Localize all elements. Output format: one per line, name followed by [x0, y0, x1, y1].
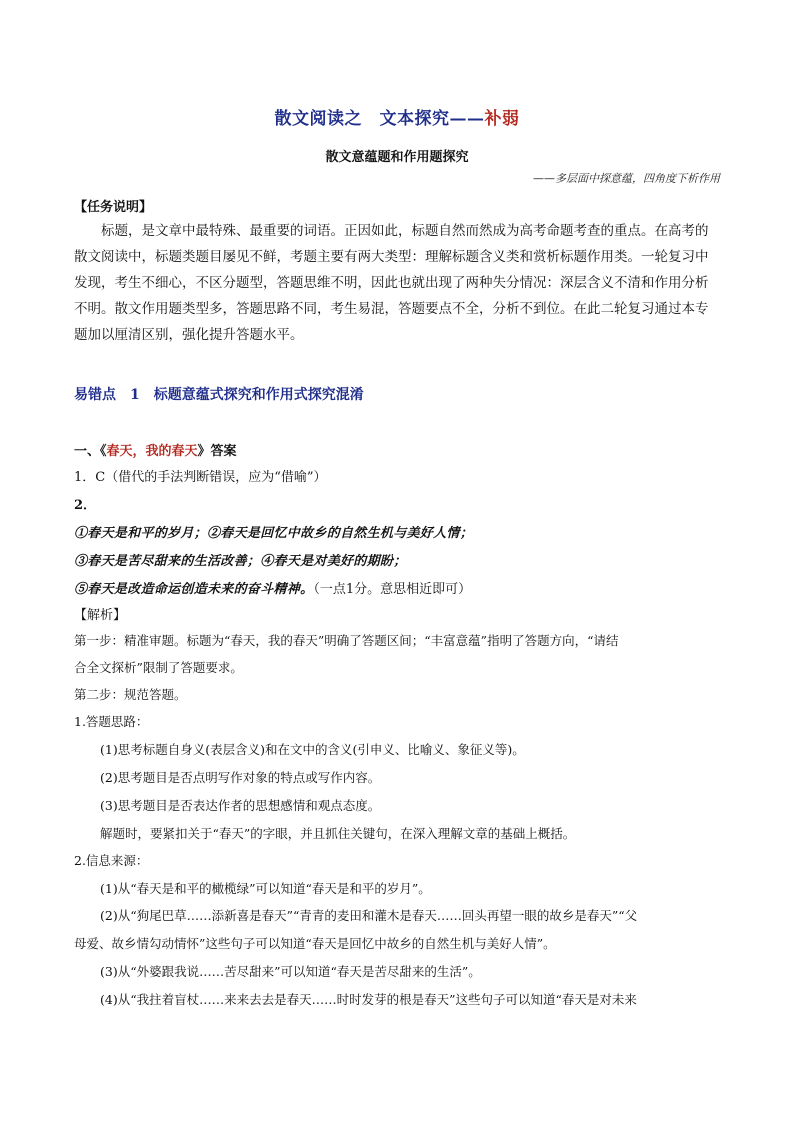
- source-4: (4)从“我拄着盲杖……来来去去是春天……时时发芽的根是春天”这些句子可以知道“春天是对未来: [100, 992, 637, 1007]
- answer-2-line-2: ③春天是苦尽甜来的生活改善；④春天是对美好的期盼；: [74, 554, 407, 569]
- step1-line-1: 第一步：精准审题。标题为“春天，我的春天”明确了答题区间；“丰富意蕴”指明了答题方向，“请结: [74, 633, 619, 648]
- answer-2-label: 2．: [74, 498, 97, 513]
- answer-1: 1．C（借代的手法判断错误，应为“借喻”）: [74, 470, 327, 485]
- page-title: [0, 104, 794, 129]
- answer-2-line-3-main: ⑤春天是改造命运创造未来的奋斗精神。: [74, 582, 314, 597]
- approach-1: (1)思考标题自身义(表层含义)和在文中的含义(引申义、比喻义、象征义等)。: [100, 742, 525, 757]
- question-name: 春天，我的春天: [106, 444, 198, 459]
- answer-2-line-3: [74, 578, 471, 597]
- source-2b: 母爱、故乡情勾动情怀”这些句子可以知道“春天是回忆中故乡的自然生机与美好人情”。: [74, 936, 556, 951]
- title-accent: 补弱: [484, 109, 520, 129]
- title-main: 散文阅读之 文本探究——: [274, 109, 485, 129]
- analysis-label: 【解析】: [74, 608, 127, 623]
- source-1: (1)从“春天是和平的橄榄绿”可以知道“春天是和平的岁月”。: [100, 881, 431, 896]
- source-3: (3)从“外婆跟我说……苦尽甜来”可以知道“春天是苦尽甜来的生活”。: [100, 964, 481, 979]
- approach-4: 解题时，要紧扣关于“春天”的字眼，并且抓住关键句，在深入理解文章的基础上概括。: [100, 826, 576, 841]
- task-paragraph: 标题，是文章中最特殊、最重要的词语。正因如此，标题自然而然成为高考命题考查的重点。在高考的散文阅读中，标题类题目屡见不鲜，考题主要有两大类型：理解标题含义类和赏析标题作用类。一轮复习中发现，考生不细心，不区分题型，答题思维不明，因此也就出现了两种失分情况：深层含义不清和作用分析不明。散文作用题类型多，答题思路不同，考生易混，答题要点不全，分析不到位。在此二轮复习通过本专题加以厘清区别，强化提升答题水平。: [74, 223, 709, 343]
- approach-heading: 1.答题思路：: [74, 714, 149, 729]
- task-label: 【任务说明】: [74, 200, 153, 215]
- answer-2-line-3-note: （一点1分。意思相近即可）: [313, 582, 472, 597]
- source-2a: (2)从“狗尾巴草……添新喜是春天”“青青的麦田和灌木是春天……回头再望一眼的故乡是春天”“父: [100, 908, 638, 923]
- answer-2-line-1: ①春天是和平的岁月；②春天是回忆中故乡的自然生机与美好人情；: [74, 526, 474, 541]
- question-heading: [74, 440, 237, 459]
- subtitle: 散文意蕴题和作用题探究: [325, 150, 469, 165]
- epigraph: ——多层面中探意蕴，四角度下析作用: [533, 172, 720, 185]
- question-prefix: 一、《: [74, 444, 107, 459]
- approach-3: (3)思考题目是否表达作者的思想感情和观点态度。: [100, 798, 381, 813]
- step1-line-2: 合全文探析”限制了答题要求。: [74, 660, 243, 675]
- source-heading: 2.信息来源：: [74, 853, 149, 868]
- step2: 第二步：规范答题。: [74, 687, 187, 702]
- approach-2: (2)思考题目是否点明写作对象的特点或写作内容。: [100, 770, 381, 785]
- section-heading: 易错点 1 标题意蕴式探究和作用式探究混淆: [74, 387, 364, 403]
- question-suffix: 》答案: [197, 444, 237, 459]
